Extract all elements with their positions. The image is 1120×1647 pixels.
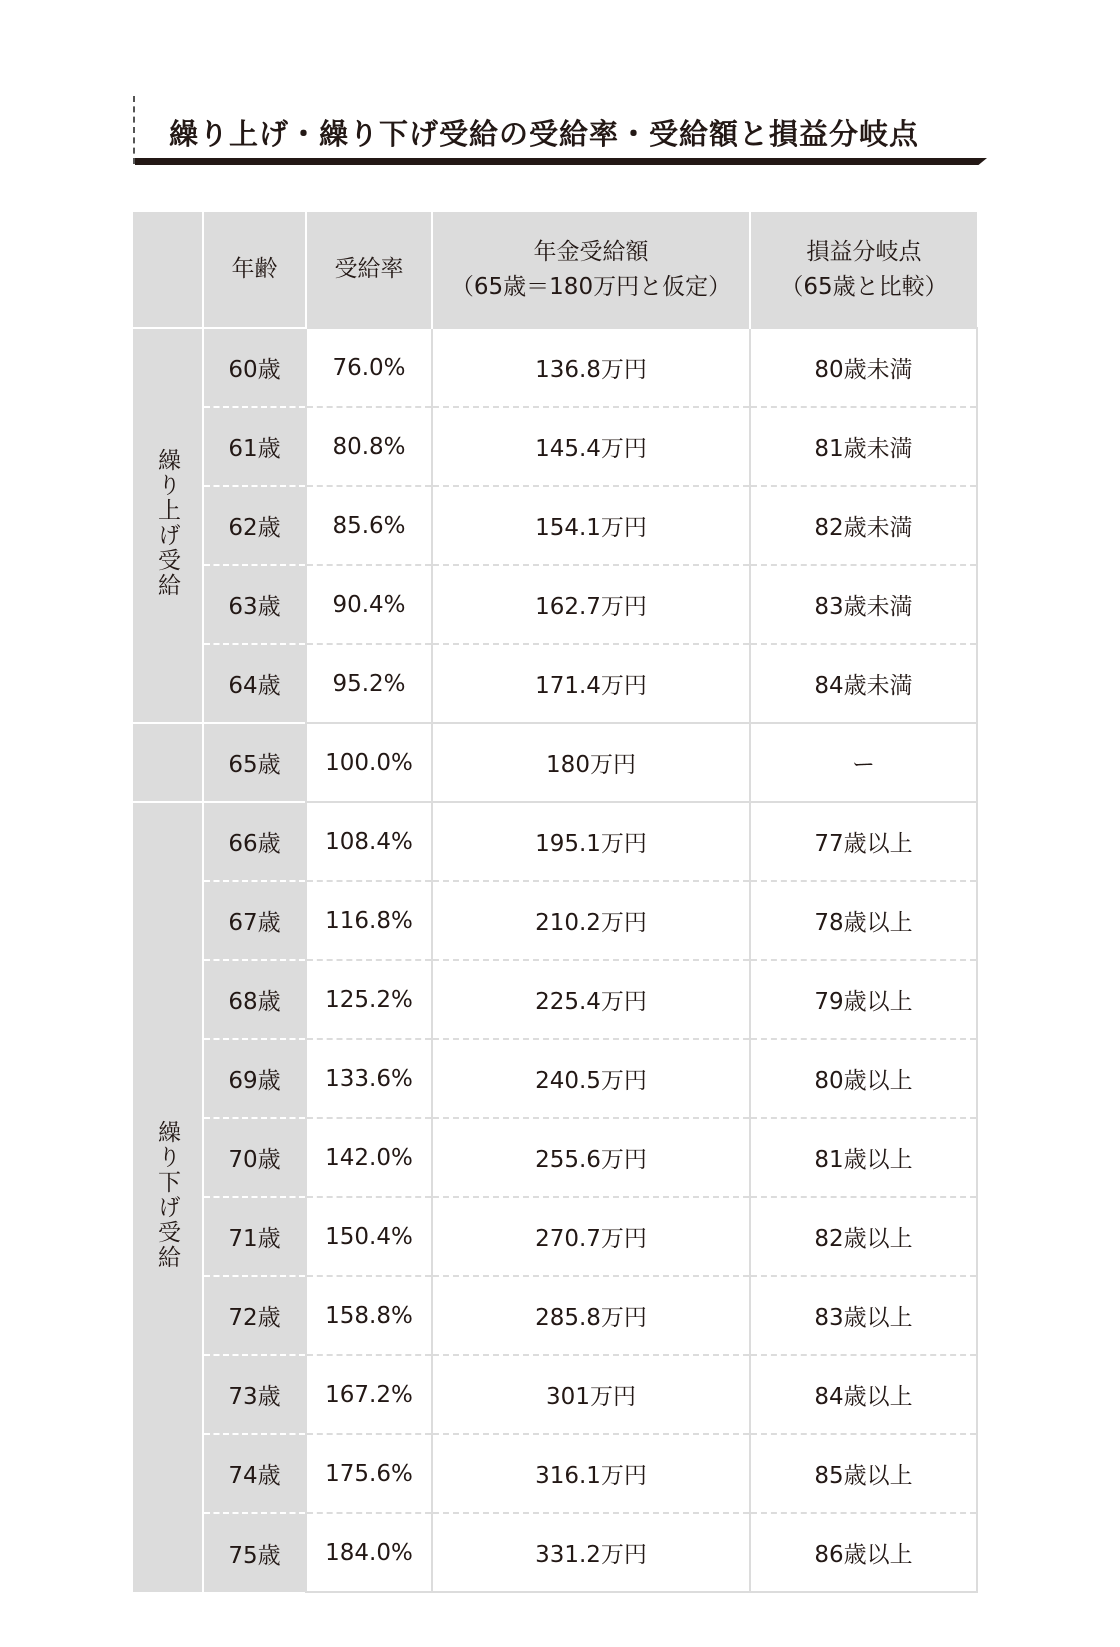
age-cell: 65歳 <box>203 723 306 802</box>
breakeven-cell: 82歳以上 <box>750 1197 977 1276</box>
amount-cell: 255.6万円 <box>432 1118 750 1197</box>
rate-cell: 184.0% <box>306 1513 432 1592</box>
amount-cell: 136.8万円 <box>432 328 750 407</box>
rate-cell: 95.2% <box>306 644 432 723</box>
table-row <box>133 723 977 802</box>
age-cell: 60歳 <box>203 328 306 407</box>
page-title: 繰り上げ・繰り下げ受給の受給率・受給額と損益分岐点 <box>169 117 920 151</box>
breakeven-cell: 81歳未満 <box>750 407 977 486</box>
table-row <box>133 1434 977 1513</box>
rate-cell: 142.0% <box>306 1118 432 1197</box>
table-row <box>133 644 977 723</box>
group-normal-blank <box>133 723 203 802</box>
header-rate: 受給率 <box>306 212 432 328</box>
age-cell: 73歳 <box>203 1355 306 1434</box>
table-row <box>133 1039 977 1118</box>
breakeven-cell: 80歳以上 <box>750 1039 977 1118</box>
rate-cell: 100.0% <box>306 723 432 802</box>
title-block <box>133 96 987 168</box>
amount-cell: 154.1万円 <box>432 486 750 565</box>
age-cell: 74歳 <box>203 1434 306 1513</box>
age-cell: 75歳 <box>203 1513 306 1592</box>
header-row <box>133 212 977 328</box>
amount-cell: 270.7万円 <box>432 1197 750 1276</box>
rate-cell: 150.4% <box>306 1197 432 1276</box>
breakeven-cell: 86歳以上 <box>750 1513 977 1592</box>
age-cell: 66歳 <box>203 802 306 881</box>
breakeven-cell: 82歳未満 <box>750 486 977 565</box>
breakeven-cell: 81歳以上 <box>750 1118 977 1197</box>
header-amount-line2: （65歳＝180万円と仮定） <box>450 273 732 300</box>
amount-cell: 171.4万円 <box>432 644 750 723</box>
breakeven-cell: 77歳以上 <box>750 802 977 881</box>
header-age: 年齢 <box>203 212 306 328</box>
breakeven-cell: 85歳以上 <box>750 1434 977 1513</box>
table-row <box>133 407 977 486</box>
amount-cell: 301万円 <box>432 1355 750 1434</box>
rate-cell: 80.8% <box>306 407 432 486</box>
table-row <box>133 802 977 881</box>
rate-cell: 175.6% <box>306 1434 432 1513</box>
amount-cell: 145.4万円 <box>432 407 750 486</box>
table-row <box>133 486 977 565</box>
pension-table <box>133 212 978 1593</box>
rate-cell: 116.8% <box>306 881 432 960</box>
header-group-blank <box>133 212 203 328</box>
title-dashed-mark <box>133 96 135 164</box>
age-cell: 61歳 <box>203 407 306 486</box>
group-late <box>133 802 203 1592</box>
breakeven-cell: 84歳以上 <box>750 1355 977 1434</box>
group-early-label: 繰り上げ受給 <box>154 447 180 598</box>
amount-cell: 316.1万円 <box>432 1434 750 1513</box>
table-row <box>133 1355 977 1434</box>
table-body <box>133 328 977 1592</box>
amount-cell: 240.5万円 <box>432 1039 750 1118</box>
rate-cell: 76.0% <box>306 328 432 407</box>
table-row <box>133 1513 977 1592</box>
amount-cell: 195.1万円 <box>432 802 750 881</box>
breakeven-cell: 83歳以上 <box>750 1276 977 1355</box>
breakeven-cell: 80歳未満 <box>750 328 977 407</box>
age-cell: 70歳 <box>203 1118 306 1197</box>
age-cell: 72歳 <box>203 1276 306 1355</box>
table-row <box>133 328 977 407</box>
age-cell: 67歳 <box>203 881 306 960</box>
rate-cell: 85.6% <box>306 486 432 565</box>
amount-cell: 225.4万円 <box>432 960 750 1039</box>
table-row <box>133 1197 977 1276</box>
rate-cell: 167.2% <box>306 1355 432 1434</box>
breakeven-cell: ー <box>750 723 977 802</box>
age-cell: 64歳 <box>203 644 306 723</box>
table-row <box>133 881 977 960</box>
header-breakeven <box>750 212 977 328</box>
amount-cell: 331.2万円 <box>432 1513 750 1592</box>
group-early <box>133 328 203 723</box>
rate-cell: 133.6% <box>306 1039 432 1118</box>
header-breakeven-line2: （65歳と比較） <box>780 273 948 300</box>
age-cell: 71歳 <box>203 1197 306 1276</box>
rate-cell: 90.4% <box>306 565 432 644</box>
rate-cell: 158.8% <box>306 1276 432 1355</box>
table-row <box>133 1276 977 1355</box>
breakeven-cell: 79歳以上 <box>750 960 977 1039</box>
group-late-label: 繰り下げ受給 <box>154 1119 180 1270</box>
table-row <box>133 960 977 1039</box>
age-cell: 69歳 <box>203 1039 306 1118</box>
breakeven-cell: 84歳未満 <box>750 644 977 723</box>
header-amount <box>432 212 750 328</box>
amount-cell: 180万円 <box>432 723 750 802</box>
amount-cell: 210.2万円 <box>432 881 750 960</box>
amount-cell: 162.7万円 <box>432 565 750 644</box>
table-row <box>133 565 977 644</box>
age-cell: 62歳 <box>203 486 306 565</box>
age-cell: 63歳 <box>203 565 306 644</box>
title-underline <box>135 158 987 165</box>
header-amount-line1: 年金受給額 <box>533 238 649 265</box>
rate-cell: 108.4% <box>306 802 432 881</box>
header-breakeven-line1: 損益分岐点 <box>806 238 922 265</box>
age-cell: 68歳 <box>203 960 306 1039</box>
rate-cell: 125.2% <box>306 960 432 1039</box>
table-row <box>133 1118 977 1197</box>
breakeven-cell: 78歳以上 <box>750 881 977 960</box>
amount-cell: 285.8万円 <box>432 1276 750 1355</box>
breakeven-cell: 83歳未満 <box>750 565 977 644</box>
